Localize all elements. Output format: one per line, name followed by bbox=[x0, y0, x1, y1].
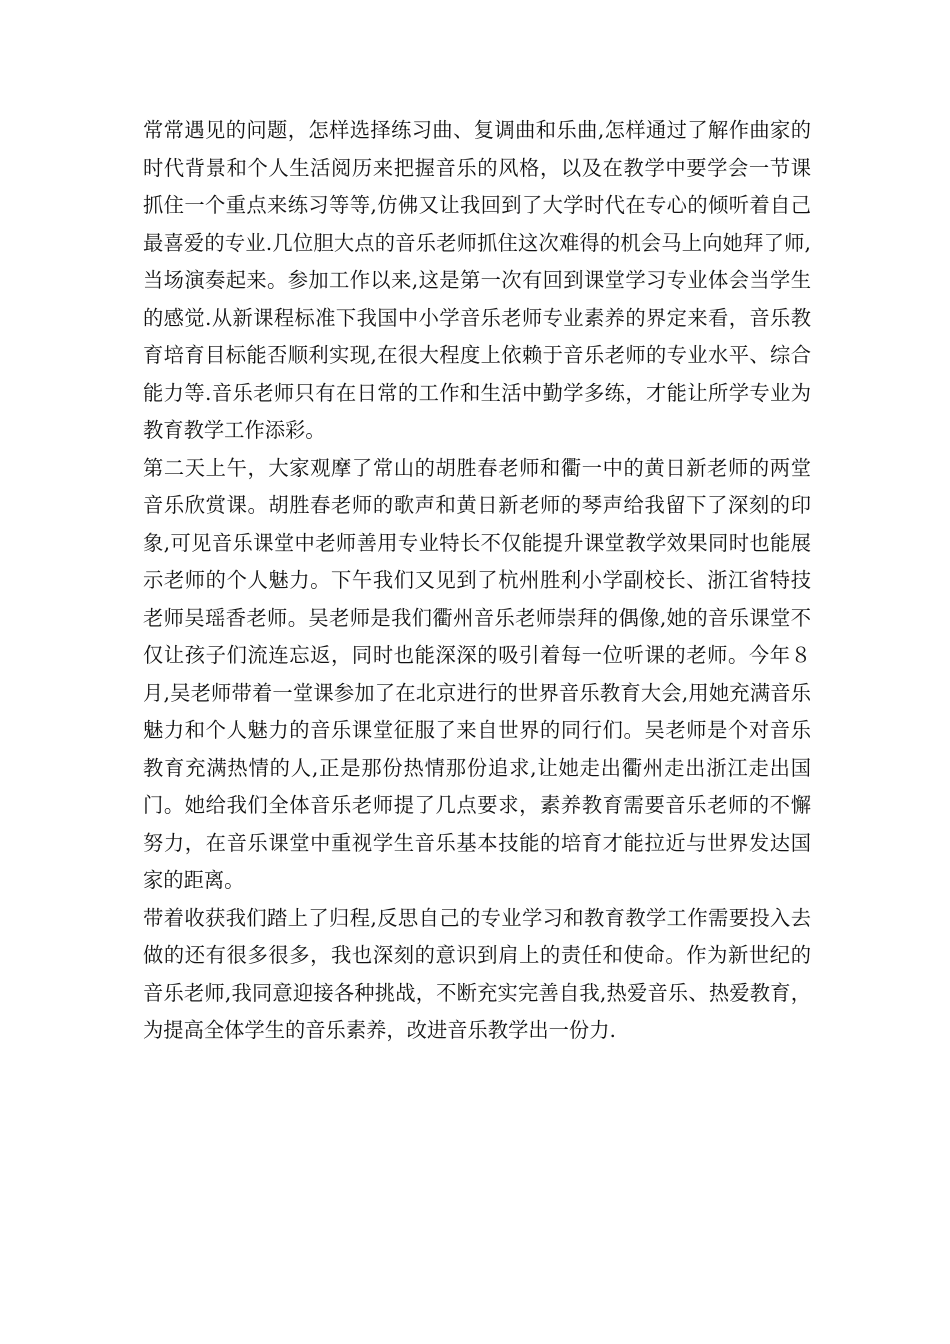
document-page bbox=[143, 112, 811, 1050]
paragraph-2: 第二天上午，大家观摩了常山的胡胜春老师和衢一中的黄日新老师的两堂音乐欣赏课。胡胜春老师的歌声和黄日新老师的琴声给我留下了深刻的印象,可见音乐课堂中老师善用专业特长不仅能提升课堂教学效果同时也能展示老师的个人魅力。下午我们又见到了杭州胜利小学副校长、浙江省特技老师吴瑶香老师。吴老师是我们衢州音乐老师崇拜的偶像,她的音乐课堂不仅让孩子们流连忘返，同时也能深深的吸引着每一位听课的老师。今年８月,吴老师带着一堂课参加了在北京进行的世界音乐教育大会,用她充满音乐魅力和个人魅力的音乐课堂征服了来自世界的同行们。吴老师是个对音乐教育充满热情的人,正是那份热情那份追求,让她走出衢州走出浙江走出国门。她给我们全体音乐老师提了几点要求，素养教育需要音乐老师的不懈努力，在音乐课堂中重视学生音乐基本技能的培育才能拉近与世界发达国家的距离。 bbox=[143, 455, 811, 892]
paragraph-1: 常常遇见的问题，怎样选择练习曲、复调曲和乐曲,怎样通过了解作曲家的时代背景和个人生活阅历来把握音乐的风格，以及在教学中要学会一节课抓住一个重点来练习等等,仿佛又让我回到了大学时代在专心的倾听着自己最喜爱的专业.几位胆大点的音乐老师抓住这次难得的机会马上向她拜了师,当场演奏起来。参加工作以来,这是第一次有回到课堂学习专业体会当学生的感觉.从新课程标准下我国中小学音乐老师专业素养的界定来看，音乐教育培育目标能否顺利实现,在很大程度上依赖于音乐老师的专业水平、综合能力等.音乐老师只有在日常的工作和生活中勤学多练，才能让所学专业为教育教学工作添彩。 bbox=[143, 118, 811, 442]
paragraph-3: 带着收获我们踏上了归程,反思自己的专业学习和教育教学工作需要投入去做的还有很多很多，我也深刻的意识到肩上的责任和使命。作为新世纪的音乐老师,我同意迎接各种挑战，不断充实完善自我,热爱音乐、热爱教育，为提高全体学生的音乐素养，改进音乐教学出一份力. bbox=[143, 905, 811, 1042]
